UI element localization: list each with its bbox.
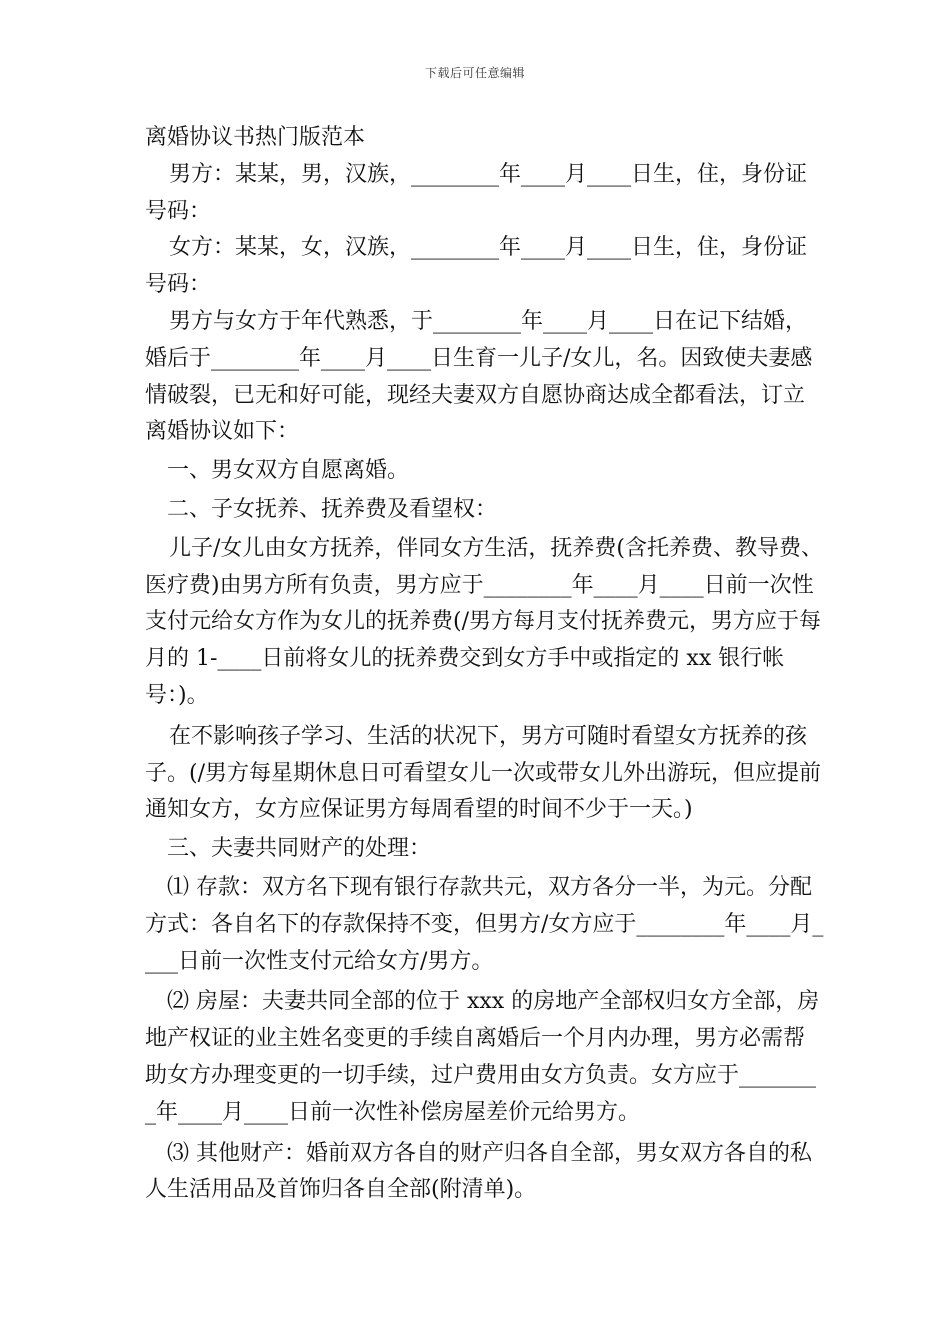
paragraph-other-property: ⑶ 其他财产：婚前双方各自的财产归各自全部，男女双方各自的私人生活用品及首饰归各自全部(附清单)。	[145, 1140, 812, 1203]
paragraph-house: ⑵ 房屋：夫妻共同全部的位于 xxx 的房地产全部权归女方全部，房地产权证的业主姓名变更的手续自离婚后一个月内办理，男方必需帮助女方办理变更的一切手续，过户费用由女方负责。女方应于________年____月____日前一次性补偿房屋差价元给男方。	[145, 989, 820, 1125]
paragraph-visitation: 在不影响孩子学习、生活的状况下，男方可随时看望女方抚养的孩子。(/男方每星期休息日可看望女儿一次或带女儿外出游玩，但应提前通知女方，女方应保证男方每周看望的时间不少于一天。)	[145, 723, 821, 823]
paragraph-child-support: 儿子/女儿由女方抚养，伴同女方生活，抚养费(含托养费、教导费、医疗费)由男方所有负责，男方应于________年____月____日前一次性支付元给女方作为女儿的抚养费(/男方每月支付抚养费元，男方应于每月的 1-____日前将女儿的抚养费交到女方手中或指定的 xx 银行帐号：)。	[145, 535, 823, 708]
section-heading-divorce: 一、男女双方自愿离婚。	[167, 458, 410, 484]
paragraph-female-party: 女方：某某，女，汉族，________年____月____日生，住，身份证号码：	[145, 235, 808, 298]
paragraph-savings: ⑴ 存款：双方名下现有银行存款共元，双方各分一半，为元。分配方式：各自名下的存款保持不变，但男方/女方应于________年____月____日前一次性支付元给女方/男方。	[145, 874, 824, 974]
section-heading-property: 三、夫妻共同财产的处理：	[167, 836, 432, 862]
section-heading-custody: 二、子女抚养、抚养费及看望权：	[167, 496, 498, 522]
paragraph-background: 男方与女方于年代熟悉，于________年____月____日在记下结婚，婚后于________年____月____日生育一儿子/女儿，名。因致使夫妻感情破裂，已无和好可能，现经夫妻双方自愿协商达成全都看法，订立离婚协议如下：	[145, 308, 813, 445]
paragraph-male-party: 男方：某某，男，汉族，________年____月____日生，住，身份证号码：	[145, 161, 808, 224]
document-title: 离婚协议书热门版范本	[145, 125, 366, 150]
page-header-note: 下载后可任意编辑	[424, 66, 525, 80]
document-body	[145, 120, 825, 1209]
